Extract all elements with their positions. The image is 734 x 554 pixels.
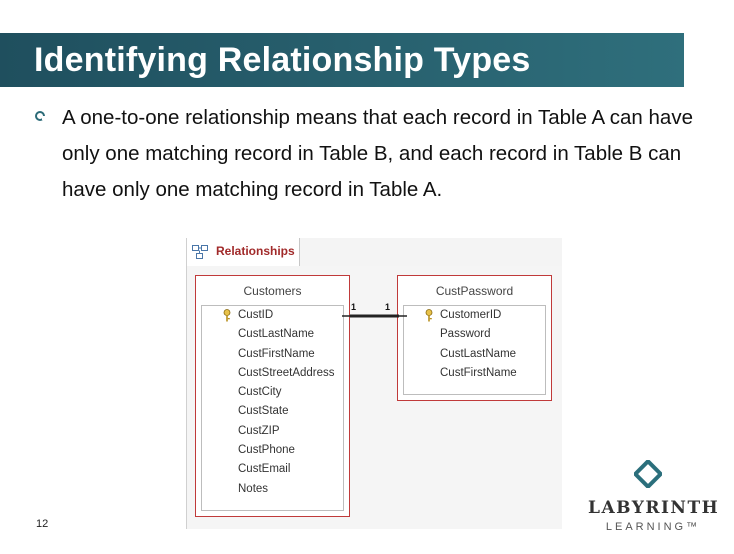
relationship-right-cardinality: 1: [385, 302, 391, 312]
custpassword-table[interactable]: [397, 275, 552, 401]
customers-table[interactable]: [195, 275, 350, 517]
field-custlastname-2[interactable]: [404, 345, 545, 364]
field-label: CustFirstName: [440, 366, 517, 379]
field-notes[interactable]: [202, 480, 343, 499]
field-label: CustEmail: [238, 463, 291, 476]
field-label: CustID: [238, 309, 274, 321]
field-label: CustStreetAddress: [238, 366, 335, 379]
field-custfirstname[interactable]: [202, 345, 343, 364]
field-label: CustZIP: [238, 424, 280, 437]
labyrinth-logo-icon: [634, 460, 662, 488]
field-password[interactable]: [404, 325, 545, 344]
field-label: CustLastName: [440, 347, 517, 360]
field-custcity[interactable]: [202, 383, 343, 402]
field-custlastname[interactable]: [202, 325, 343, 344]
slide-title: Identifying Relationship Types: [34, 41, 531, 79]
field-label: Notes: [238, 482, 269, 495]
field-custphone[interactable]: [202, 441, 343, 460]
customers-field-list: [201, 305, 344, 511]
relationships-icon: [192, 245, 208, 259]
relationships-canvas: [187, 266, 562, 529]
relationships-tab-label: Relationships: [216, 244, 295, 258]
bullet-text: A one-to-one relationship means that each record in Table A can have only one matching record in Table B, and each record in Table B can have only one matching record in Table A.: [62, 106, 693, 201]
primary-key-icon: [424, 309, 434, 322]
logo-subtext: LEARNING™: [605, 521, 701, 533]
field-label: CustCity: [238, 386, 282, 399]
customers-table-title: Customers: [243, 284, 302, 298]
field-label: CustLastName: [238, 328, 315, 341]
field-customerid[interactable]: [404, 306, 545, 325]
page-number: 12: [36, 518, 49, 530]
field-custid[interactable]: [202, 306, 343, 325]
field-custzip[interactable]: [202, 422, 343, 441]
relationship-left-cardinality: 1: [351, 302, 357, 312]
field-label: CustFirstName: [238, 347, 315, 360]
custpassword-field-list: [403, 305, 546, 395]
primary-key-icon: [222, 309, 232, 322]
field-label: CustState: [238, 405, 289, 418]
relationships-window: [186, 238, 562, 529]
field-custstate[interactable]: [202, 402, 343, 421]
field-label: CustomerID: [440, 309, 502, 321]
field-label: Password: [440, 328, 491, 341]
bullet-icon: [35, 111, 45, 121]
relationships-tab[interactable]: [187, 238, 300, 266]
labyrinth-logo: [588, 458, 718, 548]
field-custfirstname-2[interactable]: [404, 364, 545, 383]
field-label: CustPhone: [238, 444, 295, 457]
custpassword-table-title: CustPassword: [435, 284, 514, 298]
logo-text: LABYRINTH: [588, 498, 720, 518]
field-custstreetaddress[interactable]: [202, 364, 343, 383]
field-custemail[interactable]: [202, 460, 343, 479]
